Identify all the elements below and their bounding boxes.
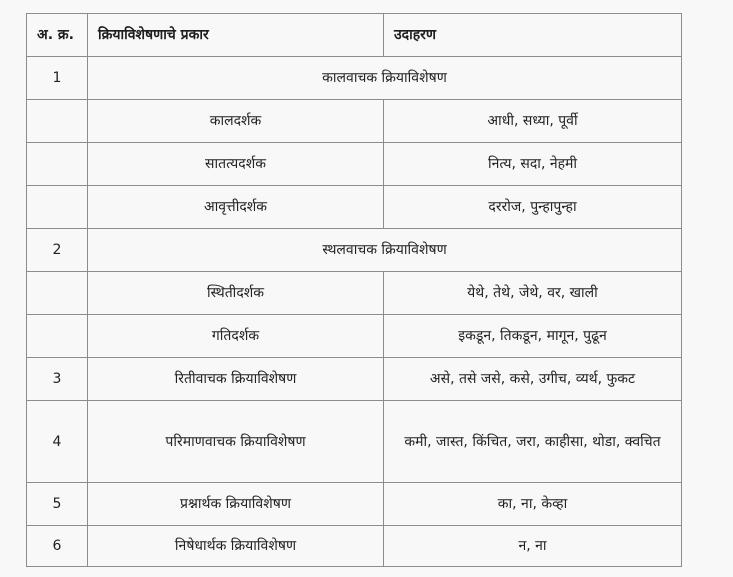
- header-example: उदाहरण: [384, 14, 682, 57]
- table-row: [27, 483, 682, 526]
- adverb-types-table: [26, 13, 682, 567]
- serial-number-cell: 3: [27, 358, 88, 401]
- table-row: [27, 358, 682, 401]
- table-row: [27, 315, 682, 358]
- serial-number-cell: 1: [27, 57, 88, 100]
- adverb-type-cell: प्रश्नार्थक क्रियाविशेषण: [88, 483, 384, 526]
- example-cell: येथे, तेथे, जेथे, वर, खाली: [384, 272, 682, 315]
- table-row: [27, 401, 682, 483]
- serial-number-cell: [27, 100, 88, 143]
- serial-number-cell: [27, 315, 88, 358]
- example-cell: कमी, जास्त, किंचित, जरा, काहीसा, थोडा, क्वचित: [384, 401, 682, 483]
- table-row: [27, 143, 682, 186]
- table-row: [27, 100, 682, 143]
- header-adverb-type: क्रियाविशेषणाचे प्रकार: [88, 14, 384, 57]
- serial-number-cell: 5: [27, 483, 88, 526]
- serial-number-cell: 4: [27, 401, 88, 483]
- serial-number-cell: 6: [27, 526, 88, 567]
- category-heading-cell: स्थलवाचक क्रियाविशेषण: [88, 229, 682, 272]
- table-row: [27, 186, 682, 229]
- header-serial-number: अ. क्र.: [27, 14, 88, 57]
- category-heading-cell: कालवाचक क्रियाविशेषण: [88, 57, 682, 100]
- adverb-type-cell: आवृत्तीदर्शक: [88, 186, 384, 229]
- serial-number-cell: [27, 143, 88, 186]
- table-header-row: [27, 14, 682, 57]
- example-cell: का, ना, केव्हा: [384, 483, 682, 526]
- serial-number-cell: [27, 272, 88, 315]
- example-cell: दररोज, पुन्हापुन्हा: [384, 186, 682, 229]
- table-row: [27, 526, 682, 567]
- adverb-type-cell: स्थितीदर्शक: [88, 272, 384, 315]
- example-cell: न, ना: [384, 526, 682, 567]
- adverb-type-cell: गतिदर्शक: [88, 315, 384, 358]
- adverb-type-cell: कालदर्शक: [88, 100, 384, 143]
- table-row: [27, 229, 682, 272]
- serial-number-cell: 2: [27, 229, 88, 272]
- adverb-type-cell: परिमाणवाचक क्रियाविशेषण: [88, 401, 384, 483]
- adverb-type-cell: निषेधार्थक क्रियाविशेषण: [88, 526, 384, 567]
- adverb-type-cell: रितीवाचक क्रियाविशेषण: [88, 358, 384, 401]
- example-cell: असे, तसे जसे, कसे, उगीच, व्यर्थ, फुकट: [384, 358, 682, 401]
- example-cell: इकडून, तिकडून, मागून, पुढून: [384, 315, 682, 358]
- serial-number-cell: [27, 186, 88, 229]
- adverb-type-cell: सातत्यदर्शक: [88, 143, 384, 186]
- table-row: [27, 57, 682, 100]
- table-row: [27, 272, 682, 315]
- example-cell: आधी, सध्या, पूर्वी: [384, 100, 682, 143]
- example-cell: नित्य, सदा, नेहमी: [384, 143, 682, 186]
